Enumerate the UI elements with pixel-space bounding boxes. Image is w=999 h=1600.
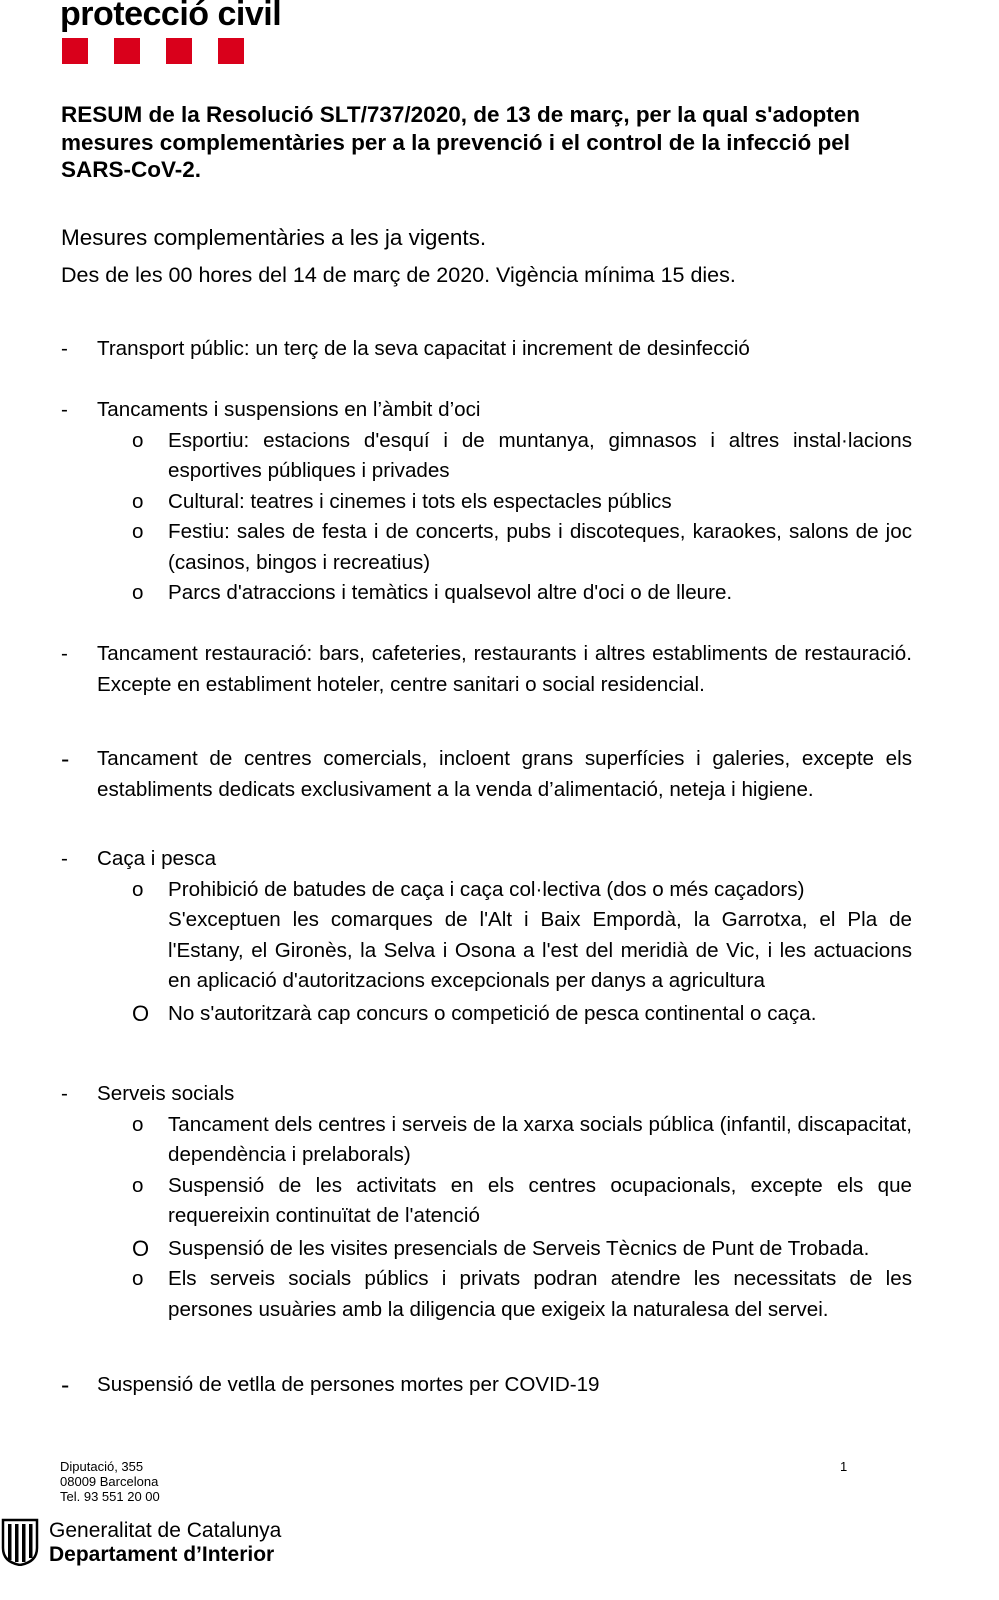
- page-number: 1: [840, 1459, 848, 1474]
- logo-square: [62, 38, 88, 64]
- sub-marker: o: [132, 581, 144, 604]
- sub-item-text: Els serveis socials públics i privats podran atendre les necessitats de les persones usuàries amb la diligencia que exigeix la naturalesa del servei.: [168, 1267, 912, 1321]
- sub-marker: O: [132, 1235, 150, 1261]
- sub-marker: o: [132, 877, 144, 901]
- document-title: RESUM de la Resolució SLT/737/2020, de 13 de març, per la qual s'adopten mesures complementàries per a la prevenció i el control de la infecció pel SARS-CoV-2.: [61, 102, 860, 182]
- sub-item-text: No s'autoritzarà cap concurs o competició de pesca continental o caça.: [168, 1001, 817, 1025]
- list-marker: -: [61, 847, 68, 870]
- list-item-text: Suspensió de vetlla de persones mortes per COVID-19: [97, 1373, 600, 1396]
- sub-item-text: S'exceptuen les comarques de l'Alt i Baix Empordà, la Garrotxa, el Pla de l'Estany, el Gironès, la Selva i Osona a l'est del meridià de Vic, i les actuacions en aplicació d'autoritzacions excepcionals per danys a agricultura: [168, 908, 912, 992]
- list-item-text: Caça i pesca: [97, 847, 217, 870]
- list-marker: -: [61, 745, 70, 773]
- org-name: Generalitat de Catalunya: [49, 1519, 282, 1542]
- logo-square: [114, 38, 140, 64]
- sub-marker: o: [132, 1267, 144, 1290]
- sub-item-text: Festiu: sales de festa i de concerts, pubs i discoteques, karaokes, salons de joc (casinos, bingos i recreatius): [168, 520, 912, 574]
- sub-marker: o: [132, 1173, 144, 1197]
- sub-marker: o: [132, 489, 144, 513]
- list-marker: -: [61, 1371, 70, 1399]
- logo-title: protecció civil: [60, 0, 282, 33]
- sub-item-text: Cultural: teatres i cinemes i tots els espectacles públics: [168, 489, 672, 513]
- list-item-text: Serveis socials: [97, 1082, 235, 1105]
- address-city: 08009 Barcelona: [60, 1474, 159, 1489]
- measure-hunting-fishing: [0, 844, 999, 1029]
- address-phone: Tel. 93 551 20 00: [60, 1489, 160, 1504]
- sub-marker: O: [132, 1000, 150, 1026]
- org-department: Departament d’Interior: [49, 1543, 275, 1566]
- sub-item-text: Prohibició de batudes de caça i caça col·lectiva (dos o més caçadors): [168, 877, 805, 901]
- footer-address: [60, 1459, 160, 1504]
- measure-wakes: [0, 1370, 999, 1401]
- measure-leisure: [0, 395, 999, 609]
- measure-transport: [0, 334, 999, 365]
- logo-squares: [62, 38, 252, 64]
- sub-item-text: Suspensió de les activitats en els centres ocupacionals, excepte els que requereixin continuïtat de l'atenció: [168, 1173, 912, 1227]
- sub-marker: o: [132, 428, 144, 452]
- measure-restaurants: [0, 639, 999, 700]
- intro-line-2: Des de les 00 hores del 14 de març de 2020. Vigència mínima 15 dies.: [61, 263, 736, 287]
- sub-marker: o: [132, 520, 144, 543]
- list-marker: -: [61, 337, 68, 360]
- list-item-text: Tancaments i suspensions en l’àmbit d’oci: [97, 398, 481, 421]
- generalitat-emblem-icon: [0, 1518, 42, 1566]
- address-street: Diputació, 355: [60, 1459, 144, 1474]
- sub-marker: o: [132, 1112, 144, 1136]
- list-marker: -: [61, 1082, 68, 1105]
- list-item-text: Transport públic: un terç de la seva capacitat i increment de desinfecció: [97, 337, 750, 360]
- measure-shopping-centres: [0, 744, 999, 805]
- logo-square: [166, 38, 192, 64]
- intro-line-1: Mesures complementàries a les ja vigents.: [61, 225, 487, 250]
- list-item-text: Tancament restauració: bars, cafeteries, restaurants i altres establiments de restauració. Excepte en establiment hoteler, centre sanitari o social residencial.: [97, 642, 912, 696]
- list-marker: -: [61, 398, 68, 421]
- logo-square: [218, 38, 244, 64]
- list-item-text: Tancament de centres comercials, incloent grans superfícies i galeries, excepte els establiments dedicats exclusivament a la venda d’alimentació, neteja i higiene.: [97, 747, 912, 801]
- sub-item-text: Suspensió de les visites presencials de Serveis Tècnics de Punt de Trobada.: [168, 1236, 870, 1260]
- measure-social-services: [0, 1079, 999, 1325]
- sub-item-text: Tancament dels centres i serveis de la xarxa socials pública (infantil, discapacitat, dependència i prelaborals): [168, 1112, 912, 1166]
- sub-item-text: Esportiu: estacions d'esquí i de muntanya, gimnasos i altres instal·lacions esportives públiques i privades: [168, 428, 912, 482]
- list-marker: -: [61, 642, 68, 665]
- sub-item-text: Parcs d'atraccions i temàtics i qualsevol altre d'oci o de lleure.: [168, 581, 733, 604]
